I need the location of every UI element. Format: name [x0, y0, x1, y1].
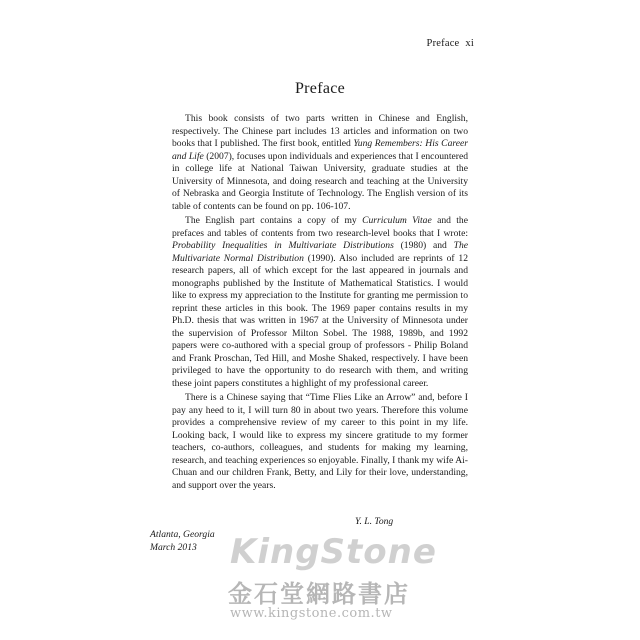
text-run: and the prefaces and tables of contents from two research-level books that I wrote: — [172, 215, 468, 239]
italic-title: Probability Inequalities in Multivariate Distributions — [172, 240, 394, 251]
running-head — [427, 38, 474, 49]
text-run: The English part contains a copy of my — [185, 215, 363, 226]
author-signature: Y. L. Tong — [355, 516, 394, 527]
text-run: There is a Chinese saying that “Time Flies Like an Arrow” and, before I pay any heed to it, I will turn 80 in about two years. Therefore this volume provides a comprehensive review of my career to this point in my life. Looking back, I would like to express my sincere gratitude to my former teachers, co-authors, colleagues, and students for making my learning, research, and teaching experiences so enjoyable. Finally, I thank my wife Ai-Chuan and our children Frank, Betty, and Lily for their love, understanding, and support over the years. — [172, 392, 468, 491]
preface-body — [172, 113, 468, 494]
place-city: Atlanta, Georgia — [150, 529, 215, 540]
text-run: (1980) and — [393, 240, 454, 251]
watermark-chinese: 金石堂網路書店 — [228, 580, 410, 608]
watermark-url: www.kingstone.com.tw — [230, 606, 393, 621]
italic-title: Curriculum Vitae — [362, 215, 432, 226]
place-and-date — [150, 529, 215, 554]
page-number: xi — [465, 38, 474, 49]
text-run: (2007), focuses upon individuals and experiences that I encountered in college life at National Taiwan University, graduate studies at the University of Minnesota, and doing research and teaching at the University of Nebraska and Georgia Institute of Technology. The English version of its table of contents can be found on pp. 106-107. — [172, 150, 469, 212]
italic-title: Yung Remembers: His Career and Life — [172, 138, 469, 162]
place-date: March 2013 — [150, 541, 197, 553]
text-run: (1990). Also included are reprints of 12 research papers, all of which except for the last appeared in journals and monographs published by the Institute of Mathematical Statistics. I would like to express my appreciation to the Institute for granting me permission to reprint these articles in this book. The 1969 paper contains results in my Ph.D. thesis that was written in 1967 at the University of Minnesota under the supervision of Professor Milton Sobel. The 1988, 1989b, and 1992 papers were co-authored with a special group of professors - Philip Boland and Frank Proschan, Ted Hill, and Moshe Shaked, respectively. I have been privileged to have the opportunity to do research with them, and writing these joint papers constitutes a highlight of my professional career. — [172, 252, 468, 389]
text-run: This book consists of two parts written in Chinese and English, respectively. The Chinese part includes 13 articles and information on two books that I published. The first book, entitled — [172, 113, 468, 149]
page-title: Preface — [294, 80, 346, 97]
watermark — [222, 532, 502, 627]
watermark-logo: KingStone — [230, 532, 437, 572]
paragraph — [172, 392, 468, 492]
italic-title: The Multivariate Normal Distribution — [172, 240, 468, 264]
paragraph — [172, 113, 468, 213]
running-head-label: Preface — [426, 38, 460, 49]
paragraph — [172, 215, 468, 390]
